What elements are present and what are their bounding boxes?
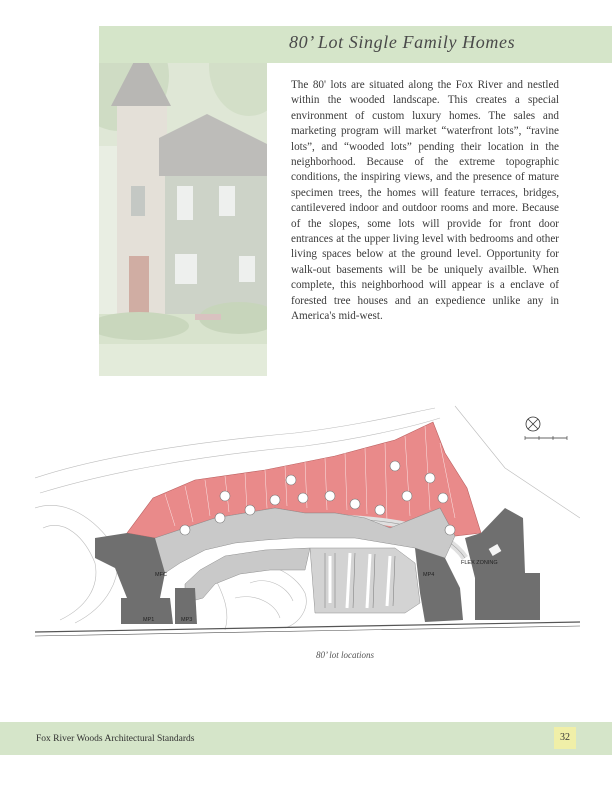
house-photo: [99, 26, 267, 376]
page-title: 80’ Lot Single Family Homes: [289, 32, 516, 52]
north-arrow-icon: [526, 417, 540, 431]
house-photo-illustration: [99, 26, 267, 376]
label-mp4: MP4: [423, 572, 435, 578]
scale-bar-icon: [525, 436, 567, 440]
mp4-block: [415, 548, 463, 622]
label-mfc: MFC: [155, 572, 167, 578]
page-number: 32: [554, 727, 576, 749]
body-text: The 80' lots are situated along the Fox River and nestled within the wooded landscape. This creates a special environment of custom luxury homes. The sales and marketing program will market “waterfront lots”, “ravine lots”, and “wooded lots” pending their location in the neighborhood. Because of the extreme topographic conditions, the inspiring views, and the presence of mature specimen trees, the homes will feature terraces, bridges, cantilevered indoor and outdoor rooms and more. Because of the slopes, some lots will provide for front door entrances at the upper living level with bedrooms and other living spaces below at the ground level. Opportunity for walk-out basements will be be uniquely availble. When complete, this neighborhood will appear is a enclave of forested tree houses and an expedience unlike any in America's mid-west.: [291, 79, 559, 323]
title-bar: [99, 26, 612, 63]
label-mp3: MP3: [181, 617, 193, 623]
footer-bar: [0, 722, 612, 755]
figure-caption: 80’ lot locations: [316, 650, 374, 660]
label-flex-zoning: FLEX ZONING: [461, 560, 498, 566]
label-mp1: MP1: [143, 617, 155, 623]
footer-title: Fox River Woods Architectural Standards: [36, 734, 195, 744]
site-plan-drawing: [35, 398, 580, 648]
site-plan: [35, 398, 580, 648]
